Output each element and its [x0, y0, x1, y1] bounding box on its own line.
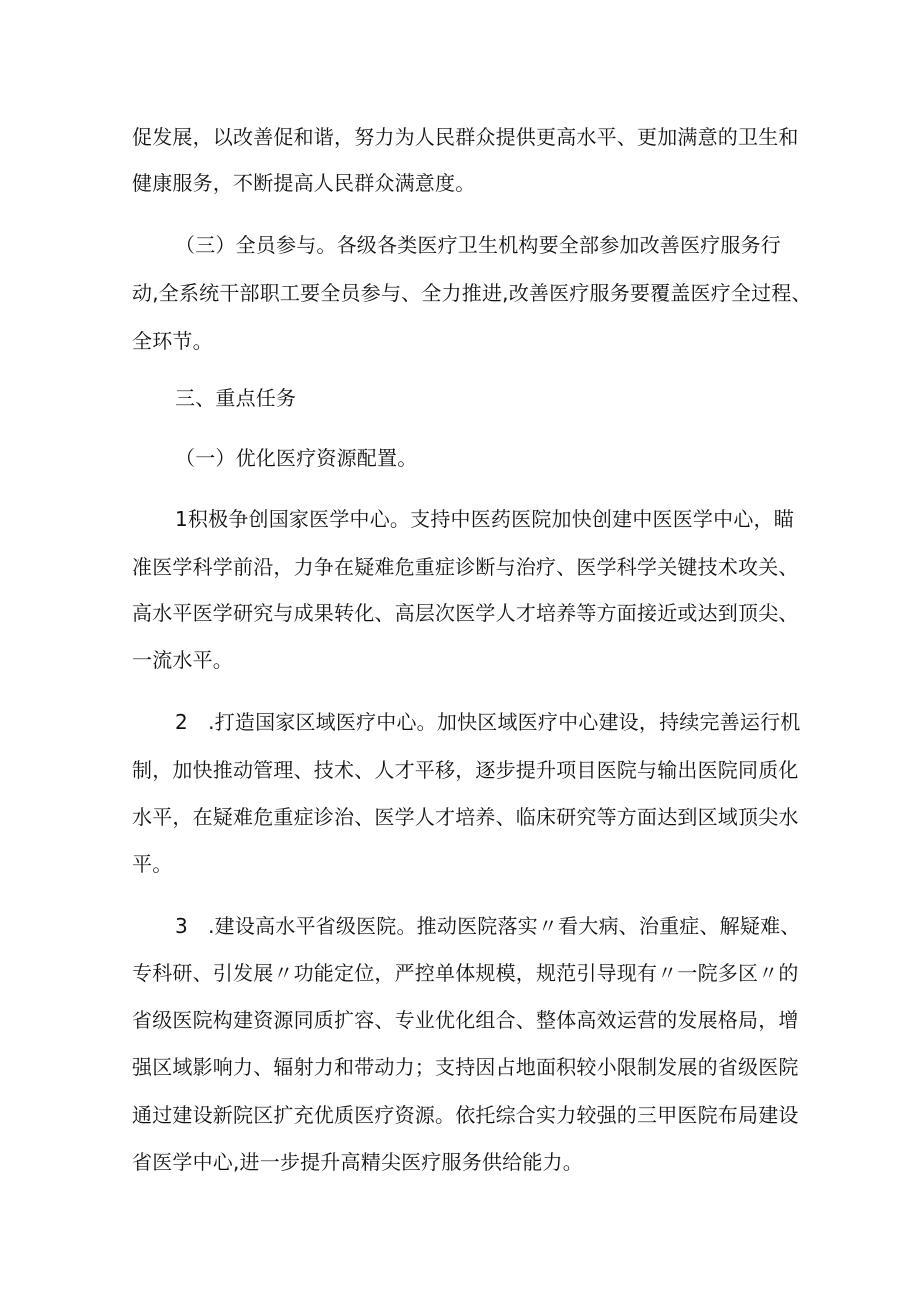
paragraph-line: 平。: [132, 852, 173, 876]
paragraph-line: 准医学科学前沿，力争在疑难危重症诊断与治疗、医学科学关键技术攻关、: [132, 555, 799, 579]
paragraph-line: 3 .建设高水平省级医院。推动医院落实〃看大病、治重症、解疑难、: [175, 914, 801, 938]
paragraph-line: 制，加快推动管理、技术、人才平移，逐步提升项目医院与输出医院同质化: [132, 758, 799, 782]
section-heading: 三、重点任务: [175, 386, 297, 410]
paragraph-line: 动,全系统干部职工要全员参与、全力推进,改善医疗服务要覆盖医疗全过程、: [132, 281, 812, 305]
paragraph-line: 通过建设新院区扩充优质医疗资源。依托综合实力较强的三甲医院布局建设: [132, 1103, 799, 1127]
paragraph-line: 省级医院构建资源同质扩容、专业优化组合、整体高效运营的发展格局，增: [132, 1008, 799, 1032]
paragraph-line: 1积极争创国家医学中心。支持中医药医院加快创建中医医学中心，瞄: [175, 507, 794, 531]
paragraph-line: 一流水平。: [132, 648, 233, 672]
paragraph-line: 全环节。: [132, 329, 213, 353]
paragraph-line: 促发展，以改善促和谐，努力为人民群众提供更高水平、更加满意的卫生和: [132, 125, 799, 149]
subsection-heading: （一）优化医疗资源配置。: [175, 446, 418, 470]
paragraph-line: 水平，在疑难危重症诊治、医学人才培养、临床研究等方面达到区域顶尖水: [132, 805, 799, 829]
paragraph-line: 2 .打造国家区域医疗中心。加快区域医疗中心建设，持续完善运行机: [175, 710, 801, 734]
paragraph-line: 高水平医学研究与成果转化、高层次医学人才培养等方面接近或达到顶尖、: [132, 601, 799, 625]
section-heading: （三）全员参与。各级各类医疗卫生机构要全部参加改善医疗服务行: [175, 233, 781, 257]
paragraph-line: 专科研、引发展〃功能定位，严控单体规模，规范引导现有〃一院多区〃的: [132, 961, 799, 985]
paragraph-line: 强区域影响力、辐射力和带动力；支持因占地面积较小限制发展的省级医院: [132, 1055, 799, 1079]
paragraph-line: 省医学中心,进一步提升高精尖医疗服务供给能力。: [132, 1150, 583, 1174]
paragraph-line: 健康服务，不断提高人民群众满意度。: [132, 171, 476, 195]
